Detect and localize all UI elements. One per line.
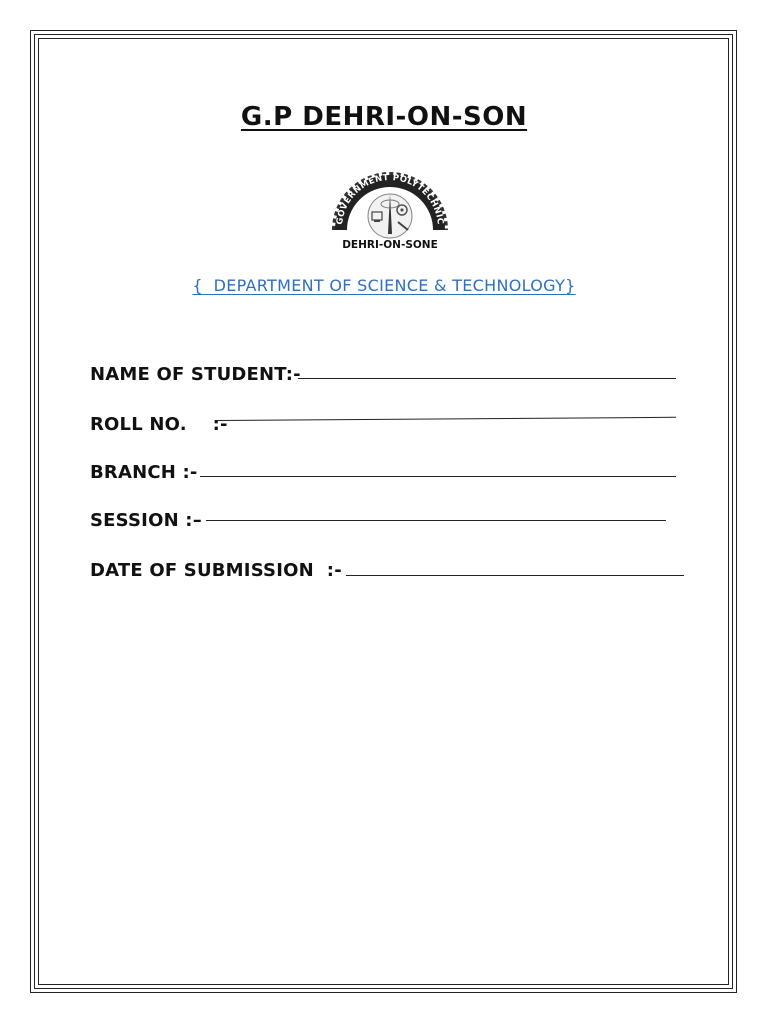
student-name-line[interactable] — [298, 378, 676, 379]
college-logo — [328, 160, 452, 252]
student-name-label: NAME OF STUDENT:- — [90, 364, 301, 385]
logo-caption: DEHRI-ON-SONE — [342, 239, 438, 251]
logo-ring-text: GOVERNMENT POLYTECHNIC — [335, 172, 445, 226]
department-heading: { DEPARTMENT OF SCIENCE & TECHNOLOGY} — [192, 276, 576, 295]
branch-line[interactable] — [200, 476, 676, 477]
date-of-submission-label: DATE OF SUBMISSION :- — [90, 560, 342, 581]
session-label: SESSION :– — [90, 510, 202, 531]
branch-label: BRANCH :- — [90, 462, 198, 483]
institute-title: G.P DEHRI-ON-SON — [240, 102, 528, 132]
roll-no-label: ROLL NO. :- — [90, 414, 228, 435]
session-line[interactable] — [206, 520, 666, 521]
date-of-submission-line[interactable] — [346, 575, 684, 576]
